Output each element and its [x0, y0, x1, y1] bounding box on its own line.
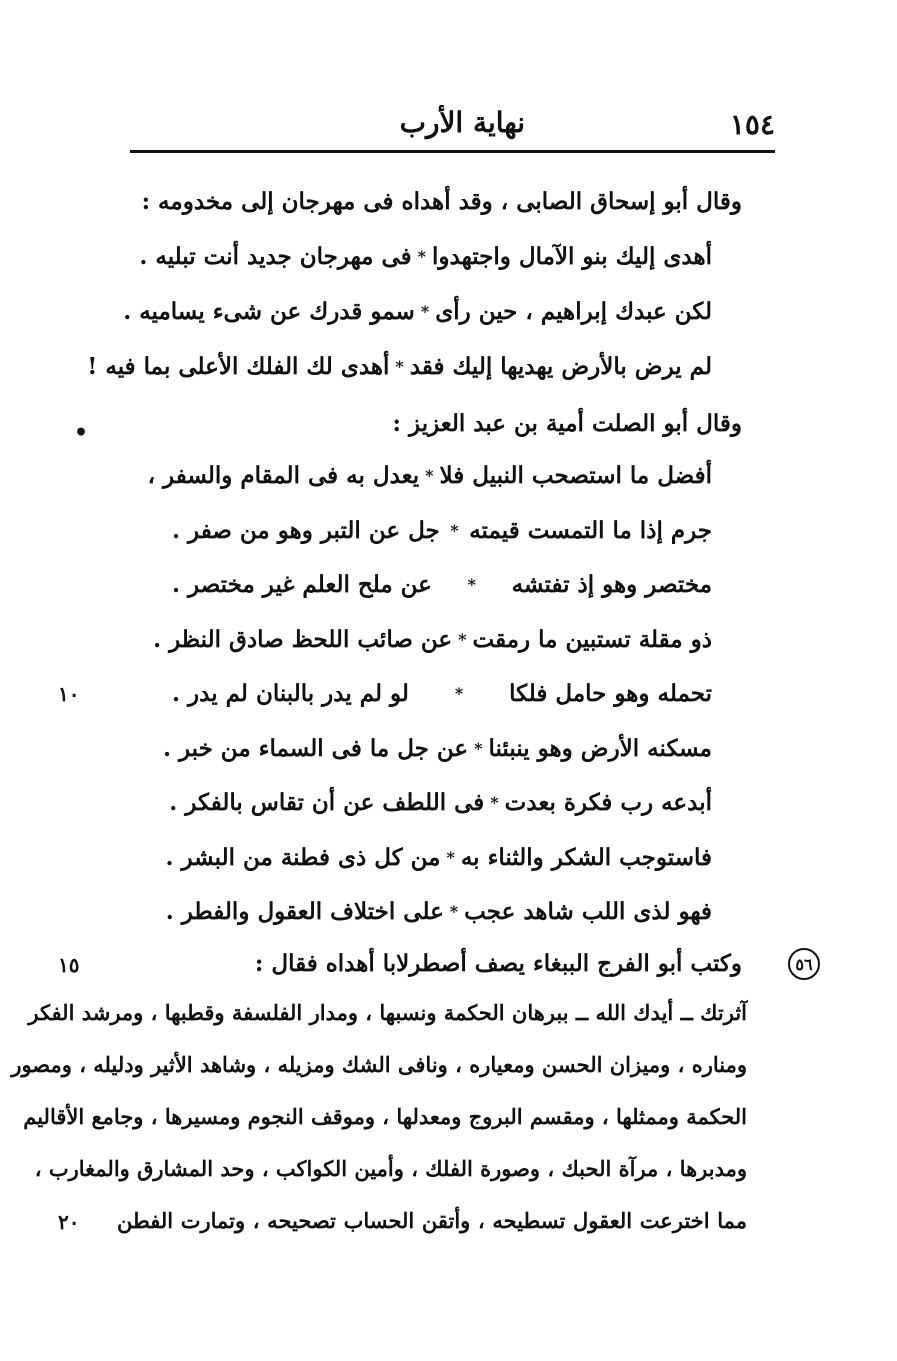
- intro-line-3: وكتب أبو الفرج الببغاء يصف أصطرلابا أهداه فقال :: [254, 950, 742, 977]
- prose-line: آثرتك ــ أيدك الله ــ ببرهان الحكمة ونسبها ، ومدار الفلسفة وقطبها ، ومرشد الفكر: [28, 1000, 747, 1025]
- verse-separator: *: [449, 902, 459, 921]
- hemistich-first: مختصر وهو إذ تفتشه: [511, 571, 712, 598]
- verse-line: [172, 680, 712, 707]
- hemistich-second: عن جل ما فى السماء من خبر .: [162, 734, 469, 762]
- page-number: ١٥٤: [729, 108, 775, 141]
- verse-line: [165, 843, 712, 871]
- prose-line: ومناره ، وميزان الحسن ومعياره ، ونافى الشك ومزيله ، وشاهد الأثير ودليله ، ومصور: [11, 1052, 747, 1077]
- hemistich-second: يعدل به فى المقام والسفر ،: [147, 462, 420, 489]
- hemistich-first: مسكنه الأرض وهو ينبئنا: [488, 734, 712, 762]
- hemistich-first: جرم إذا ما التمست قيمته: [469, 516, 712, 544]
- hemistich-second: جل عن التبر وهو من صفر .: [172, 516, 440, 544]
- hemistich-second: سمو قدرك عن شىء يساميه .: [123, 298, 415, 325]
- circled-page-marker: ٥٦: [788, 948, 820, 980]
- hemistich-first: فهو لذى اللب شاهد عجب: [464, 898, 712, 925]
- header-rule: [130, 150, 775, 153]
- verse-separator: *: [450, 520, 459, 540]
- prose-line: الحكمة وممثلها ، ومقسم البروج ومعدلها ، وموقف النجوم ومسيرها ، وجامع الأقاليم: [23, 1104, 747, 1129]
- hemistich-first: أفضل ما استصحب النبيل فلا: [439, 462, 712, 489]
- hemistich-first: تحمله وهو حامل فلكا: [509, 680, 712, 707]
- hemistich-second: فى مهرجان جديد أنت تبليه .: [139, 243, 412, 270]
- hemistich-first: فاستوجب الشكر والثناء به: [460, 843, 712, 871]
- verse-separator: *: [490, 793, 499, 812]
- verse-separator: *: [454, 684, 464, 703]
- hemistich-first: ذو مقلة تستبين ما رمقت: [472, 625, 712, 653]
- hemistich-first: أبدعه رب فكرة بعدت: [504, 789, 712, 816]
- verse-line: [169, 789, 712, 816]
- margin-line-number-10: ١٠: [58, 682, 80, 706]
- margin-line-number-15: ١٥: [58, 953, 80, 977]
- verse-line: [139, 243, 712, 270]
- verse-separator: *: [446, 847, 455, 867]
- margin-line-number-20: ٢٠: [58, 1210, 80, 1234]
- verse-separator: *: [474, 738, 483, 758]
- hemistich-second: من كل ذى فطنة من البشر .: [165, 843, 441, 871]
- page-header: [130, 100, 775, 150]
- verse-separator: *: [395, 357, 404, 376]
- verse-separator: *: [425, 466, 434, 485]
- verse-line: [153, 625, 712, 653]
- verse-line: [87, 353, 712, 380]
- intro-line-1: وقال أبو إسحاق الصابى ، وقد أهداه فى مهرجان إلى مخدومه :: [141, 188, 742, 215]
- hemistich-second: عن ملح العلم غير مختصر .: [172, 571, 432, 598]
- hemistich-second: فى اللطف عن أن تقاس بالفكر .: [169, 789, 485, 816]
- prose-line: ومدبرها ، مرآة الحبك ، وصورة الفلك ، وأمين الكواكب ، وحد المشارق والمغارب ،: [34, 1156, 747, 1181]
- verse-line: [123, 298, 712, 325]
- running-title: نهاية الأرب: [399, 106, 525, 139]
- verse-line: [172, 571, 712, 598]
- hemistich-first: لم يرض بالأرض يهديها إليك فقد: [409, 353, 712, 380]
- verse-separator: *: [420, 302, 430, 321]
- prose-line: مما اخترعت العقول تسطيحه ، وأتقن الحساب تصحيحه ، وتمارت الفطن: [117, 1208, 747, 1233]
- verse-line: [172, 517, 712, 544]
- verse-separator: *: [458, 629, 467, 649]
- hemistich-second: أهدى لك الفلك الأعلى بما فيه !: [87, 353, 390, 380]
- verse-line: [162, 734, 712, 762]
- verse-separator: *: [417, 247, 427, 266]
- hemistich-second: عن صائب اللحظ صادق النظر .: [153, 625, 453, 653]
- verse-separator: *: [467, 575, 476, 594]
- verse-line: [147, 462, 712, 489]
- hemistich-first: أهدى إليك بنو الآمال واجتهدوا: [432, 243, 712, 270]
- verse-line: [165, 898, 712, 925]
- hemistich-second: على اختلاف العقول والفطر .: [165, 898, 444, 925]
- hemistich-second: لو لم يدر بالبنان لم يدر .: [172, 680, 409, 707]
- intro-line-2: وقال أبو الصلت أمية بن عبد العزيز :: [392, 410, 742, 437]
- hemistich-first: لكن عبدك إبراهيم ، حين رأى: [435, 298, 712, 325]
- margin-dot: •: [74, 420, 89, 446]
